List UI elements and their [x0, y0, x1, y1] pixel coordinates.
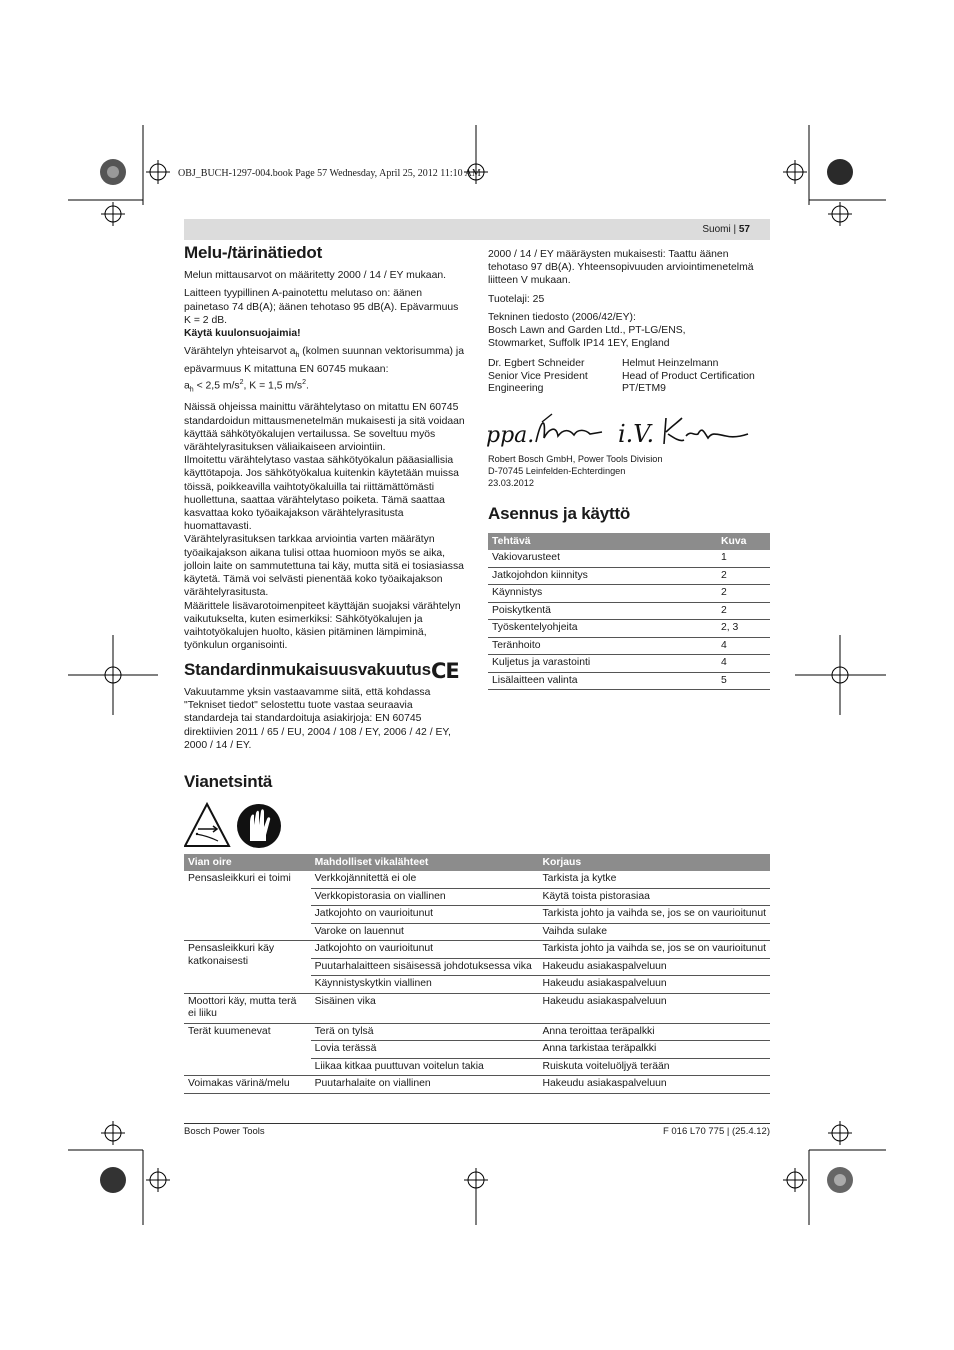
- footer-right: F 016 L70 775 | (25.4.12): [662, 1126, 770, 1137]
- signatory-right-dept: PT/ETM9: [622, 383, 666, 394]
- cause-cell: Terä on tylsä: [311, 1023, 539, 1041]
- table-row: [488, 585, 770, 603]
- assembly-figure-cell: 2: [717, 585, 770, 603]
- signatures: [486, 410, 756, 454]
- noise-p7: Määrittele lisävarotoimenpiteet käyttäjän suojaksi värähtelyn vaikutukselta, kuten esimerkiksi: Sähkötyökalujen ja vaihtotyökalujen huolto, käsien pitäminen lämpiminä, työnkulun organisointi.: [184, 600, 461, 652]
- assembly-task-cell: Vakiovarusteet: [488, 550, 717, 567]
- conformity-cont3c: Stowmarket, Suffolk IP14 1EY, England: [488, 338, 670, 350]
- table-row: [488, 567, 770, 585]
- cause-cell: Verkkojännitettä ei ole: [311, 871, 539, 888]
- assembly-col-figure: Kuva: [717, 533, 770, 550]
- table-row: [184, 941, 770, 959]
- remedy-cell: Käytä toista pistorasiaa: [538, 888, 770, 906]
- right-column: [488, 248, 770, 355]
- cause-cell: Lovia terässä: [311, 1041, 539, 1059]
- symptom-cell: Pensasleikkuri ei toimi: [184, 871, 311, 941]
- assembly-figure-cell: 5: [717, 672, 770, 690]
- signatory-left-dept: Engineering: [488, 383, 544, 394]
- remedy-cell: Tarkista ja kytke: [538, 871, 770, 888]
- trouble-col-symptom: Vian oire: [184, 854, 311, 871]
- conformity-heading-row: [184, 659, 466, 683]
- assembly-table: [488, 533, 770, 690]
- assembly-col-task: Tehtävä: [488, 533, 717, 550]
- table-row: [488, 655, 770, 673]
- cause-cell: Liikaa kitkaa puuttuvan voitelun takia: [311, 1058, 539, 1076]
- assembly-task-cell: Työskentelyohjeita: [488, 620, 717, 638]
- cause-cell: Jatkojohto on vaurioitunut: [311, 941, 539, 959]
- trouble-col-remedy: Korjaus: [538, 854, 770, 871]
- cause-cell: Varoke on lauennut: [311, 923, 539, 941]
- assembly-heading: Asennus ja käyttö: [488, 504, 631, 523]
- company-name: Robert Bosch GmbH, Power Tools Division: [488, 454, 663, 464]
- print-slug: OBJ_BUCH-1297-004.book Page 57 Wednesday, April 25, 2012 11:10 AM: [178, 168, 481, 179]
- conformity-heading: Standardinmukaisuusvakuutus: [184, 660, 431, 679]
- remedy-cell: Hakeudu asiakaspalveluun: [538, 958, 770, 976]
- conformity-cont2: Tuotelaji: 25: [488, 293, 545, 305]
- assembly-figure-cell: 2, 3: [717, 620, 770, 638]
- header-separator: |: [733, 224, 737, 235]
- left-column: [184, 243, 466, 657]
- signature-iv: i.V.: [618, 420, 655, 448]
- assembly-figure-cell: 1: [717, 550, 770, 567]
- assembly-task-cell: Jatkojohdon kiinnitys: [488, 567, 717, 585]
- assembly-figure-cell: 2: [717, 602, 770, 620]
- assembly-figure-cell: 4: [717, 637, 770, 655]
- table-row: [184, 1023, 770, 1041]
- cause-cell: Käynnistyskytkin viallinen: [311, 976, 539, 994]
- noise-p1: Melun mittausarvot on määritetty 2000 / 14 / EY mukaan.: [184, 270, 447, 282]
- signatories: [488, 358, 770, 396]
- page-header: [184, 219, 770, 240]
- assembly-task-cell: Poiskytkentä: [488, 602, 717, 620]
- table-row: [488, 672, 770, 690]
- remedy-cell: Tarkista johto ja vaihda se, jos se on vaurioitunut: [538, 941, 770, 959]
- remedy-cell: Anna teroittaa teräpalkki: [538, 1023, 770, 1041]
- remedy-cell: Tarkista johto ja vaihda se, jos se on vaurioitunut: [538, 906, 770, 924]
- conformity-text: Vakuutamme yksin vastaavamme siitä, että kohdassa "Tekniset tiedot" selostettu tuote vastaa seuraavia standardeja tai standardoituja asiakirjoja: EN 60745 direktiivien 2011 / 65 / EU, 2004 / 108 / EY, 2006 / 42 / EY, 2000 / 14 / EY.: [184, 687, 451, 751]
- table-row: [488, 620, 770, 638]
- remedy-cell: Vaihda sulake: [538, 923, 770, 941]
- safety-icons: [184, 801, 284, 849]
- table-row: [488, 550, 770, 567]
- conformity-cont3b: Bosch Lawn and Garden Ltd., PT-LG/ENS,: [488, 325, 686, 337]
- assembly-task-cell: Käynnistys: [488, 585, 717, 603]
- footer-left: Bosch Power Tools: [184, 1126, 265, 1137]
- assembly-figure-cell: 2: [717, 567, 770, 585]
- cause-cell: Verkkopistorasia on viallinen: [311, 888, 539, 906]
- cause-cell: Puutarhalaitteen sisäisessä johdotuksessa vika: [311, 958, 539, 976]
- noise-p5: Ilmoitettu värähtelytaso vastaa sähkötyökalun pääasiallisia käyttötapoja. Jos sähkötyökalua kuitenkin käytetään muissa töissä, poikkeavilla vaihtotyökaluilla tai riittämättömästi huollettuna, saattaa värähtelytaso poiketa. Tämä saattaa kasvattaa koko työaikajakson värähtelyrasitusta huomattavasti.: [184, 455, 459, 533]
- signatory-right-title: Head of Product Certification: [622, 370, 755, 382]
- cause-cell: Sisäinen vika: [311, 993, 539, 1023]
- company-city: D-70745 Leinfelden-Echterdingen: [488, 466, 626, 476]
- trouble-table: [184, 854, 770, 1094]
- header-language: Suomi: [702, 224, 731, 235]
- noise-p2-warning: Käytä kuulonsuojaimia!: [184, 328, 301, 340]
- cause-cell: Puutarhalaite on viallinen: [311, 1076, 539, 1094]
- cause-cell: Jatkojohto on vaurioitunut: [311, 906, 539, 924]
- remedy-cell: Anna tarkistaa teräpalkki: [538, 1041, 770, 1059]
- signatory-table: [488, 358, 770, 396]
- table-row: [488, 602, 770, 620]
- header-text: [702, 224, 750, 235]
- table-row: [184, 1076, 770, 1094]
- warning-triangle-icon: [185, 804, 229, 846]
- assembly-task-cell: Teränhoito: [488, 637, 717, 655]
- signatory-left-name: Dr. Egbert Schneider: [488, 358, 585, 369]
- gloves-icon: [237, 804, 281, 848]
- noise-p2: Laitteen tyypillinen A-painotettu melutaso on: äänen painetaso 74 dB(A); äänen tehotaso 95 dB(A). Epävarmuus K = 2 dB.: [184, 288, 459, 326]
- symptom-cell: Terät kuumenevat: [184, 1023, 311, 1076]
- symptom-cell: Moottori käy, mutta terä ei liiku: [184, 993, 311, 1023]
- signatory-right-name: Helmut Heinzelmann: [622, 358, 719, 369]
- assembly-rows: [488, 550, 770, 690]
- ce-mark-icon: CE: [431, 659, 459, 683]
- assembly-figure-cell: 4: [717, 655, 770, 673]
- noise-p4: Näissä ohjeissa mainittu värähtelytaso on mitattu EN 60745 standardoidun mittausmenetelmän mukaisesti ja sitä voidaan käyttää sähkötyökalujen vertailussa. Se soveltuu myös värähtelyrasituksen väliaikaiseen arviointiin.: [184, 402, 465, 454]
- company-address: [488, 453, 662, 489]
- table-row: [184, 993, 770, 1023]
- noise-heading: Melu-/tärinätiedot: [184, 243, 323, 262]
- symptom-cell: Voimakas värinä/melu: [184, 1076, 311, 1094]
- trouble-col-cause: Mahdolliset vikalähteet: [311, 854, 539, 871]
- trouble-heading: Vianetsintä: [184, 772, 273, 791]
- symptom-cell: Pensasleikkuri käy katkonaisesti: [184, 941, 311, 994]
- trouble-rows: [184, 871, 770, 1093]
- table-row: [488, 637, 770, 655]
- signature-date: 23.03.2012: [488, 478, 534, 488]
- remedy-cell: Hakeudu asiakaspalveluun: [538, 976, 770, 994]
- remedy-cell: Hakeudu asiakaspalveluun: [538, 993, 770, 1023]
- conformity-cont1: 2000 / 14 / EY määräysten mukaisesti: Taattu äänen tehotaso 97 dB(A). Yhteensopivuuden arviointimenetelmä liitteen V mukaan.: [488, 249, 754, 287]
- footer-rule: [184, 1123, 770, 1124]
- noise-p3: Värähtelyn yhteisarvot $a_h$ (kolmen suunnan vektorisumma) ja epävarmuus K mitattuna EN 60745 mukaan: $a_h < 2,5$ $m/s^2$, K = 1,5 $m/s^2$.: [184, 346, 464, 394]
- table-row: [184, 871, 770, 888]
- page-number: 57: [738, 224, 750, 235]
- assembly-task-cell: Lisälaitteen valinta: [488, 672, 717, 690]
- remedy-cell: Ruiskuta voiteluöljyä terään: [538, 1058, 770, 1076]
- assembly-task-cell: Kuljetus ja varastointi: [488, 655, 717, 673]
- conformity-cont3a: Tekninen tiedosto (2006/42/EY):: [488, 311, 636, 323]
- signatory-left-title: Senior Vice President: [488, 370, 588, 382]
- signature-ppa: ppa.: [486, 423, 535, 448]
- noise-p6: Värähtelyrasituksen tarkkaa arviointia varten määrätyn työaikajakson aikana tulisi ottaa huomioon myös se aika, jolloin laite on sammutettuna tai käy, mutta sitä ei tosiasiassa käytetä. Tämä voi selvästi pienentää koko työaikajakson värähtelyrasitusta.: [184, 534, 464, 599]
- remedy-cell: Hakeudu asiakaspalveluun: [538, 1076, 770, 1094]
